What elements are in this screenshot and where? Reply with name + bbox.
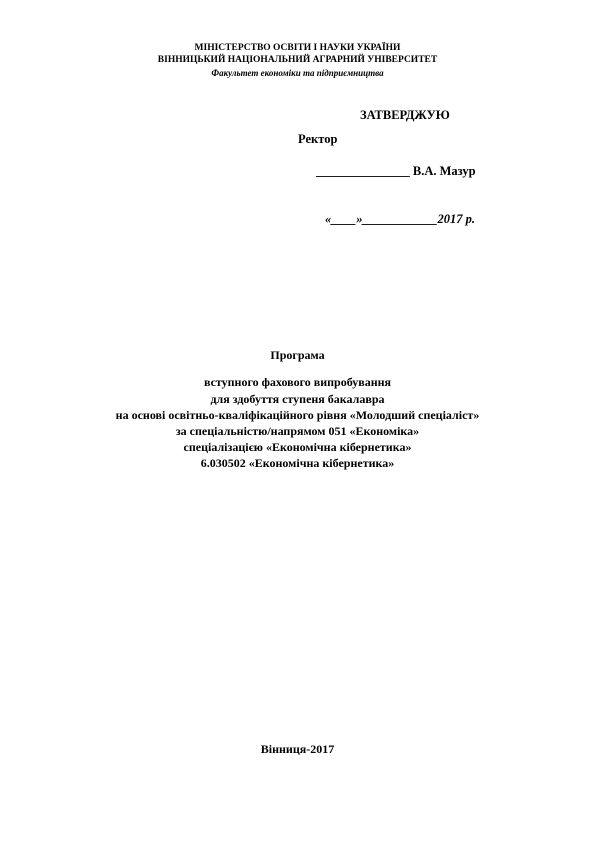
approval-title: ЗАТВЕРДЖУЮ — [360, 108, 450, 122]
university-heading: ВІННИЦЬКИЙ НАЦІОНАЛЬНИЙ АГРАРНИЙ УНІВЕРСИТЕТ — [157, 55, 438, 65]
city-year: Вінниця-2017 — [260, 742, 335, 756]
program-line: за спеціальністю/напрямом 051 «Економіка» — [175, 424, 420, 438]
program-line: 6.030502 «Економічна кібернетика» — [200, 456, 395, 470]
approval-position: Ректор — [298, 132, 338, 146]
faculty-heading: Факультет економіки та підприємництва — [211, 68, 384, 78]
approval-signature-line: _______________ В.А. Мазур — [316, 164, 476, 178]
approval-date-line: «____»____________2017 р. — [325, 212, 475, 226]
program-line: спеціалізацією «Економічна кібернетика» — [183, 440, 412, 454]
program-line: вступного фахового випробування — [203, 375, 392, 389]
program-line: на основі освітньо-кваліфікаційного рівня «Молодший спеціаліст» — [115, 408, 480, 422]
program-title: Програма — [270, 348, 325, 362]
ministry-heading: МІНІСТЕРСТВО ОСВІТИ І НАУКИ УКРАЇНИ — [194, 43, 401, 53]
program-line: для здобуття ступеня бакалавра — [210, 392, 385, 406]
